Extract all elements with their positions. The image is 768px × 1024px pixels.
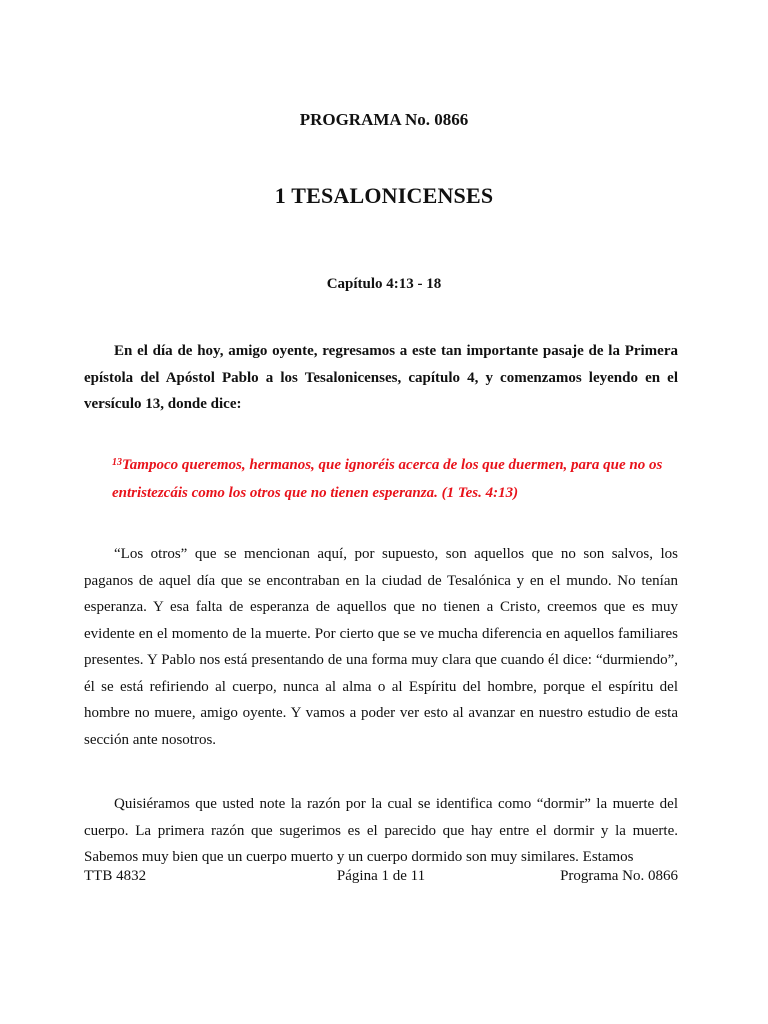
footer-document-id: TTB 4832 — [84, 868, 147, 884]
body-paragraph: “Los otros” que se mencionan aquí, por supuesto, son aquellos que no son salvos, los paganos de aquel día que se encontraban en la ciudad de Tesalónica y en el mundo. No tenían esperanza. Y esa falta de esperanza de aquellos que no tienen a Cristo, creemos que es muy evidente en el momento de la muerte. Por cierto que se ve mucha diferencia en aquellos familiares presentes. Y Pablo nos está presentando de una forma muy clara que cuando él dice: “durmiendo”, él se está refiriendo al cuerpo, nunca al alma o al Espíritu del hombre, porque el espíritu del hombre no muere, amigo oyente. Y vamos a poder ver esto al avanzar en nuestro estudio de esta sección ante nosotros. — [84, 546, 678, 748]
verse-number: 13 — [112, 457, 122, 468]
footer-page-number: Página 1 de 11 — [336, 868, 426, 884]
verse-text: Tampoco queremos, hermanos, que ignoréis acerca de los que duermen, para que no os entristezcáis como los otros que no tienen esperanza. (1 Tes. 4:13) — [112, 457, 663, 501]
intro-paragraph: En el día de hoy, amigo oyente, regresamos a este tan importante pasaje de la Primera epístola del Apóstol Pablo a los Tesalonicenses, capítulo 4, y comenzamos leyendo en el versículo 13, donde dice: — [84, 343, 678, 412]
book-title: 1 TESALONICENSES — [274, 183, 494, 208]
program-title: PROGRAMA No. 0866 — [299, 110, 469, 129]
page-footer — [84, 868, 678, 888]
body-paragraph: Quisiéramos que usted note la razón por la cual se identifica como “dormir” la muerte del cuerpo. La primera razón que sugerimos es el parecido que hay entre el dormir y la muerte. Sabemos muy bien que un cuerpo muerto y un cuerpo dormido son muy similares. Estamos — [84, 796, 678, 865]
footer-program-number: Programa No. 0866 — [560, 868, 678, 884]
chapter-title: Capítulo 4:13 - 18 — [326, 276, 442, 292]
